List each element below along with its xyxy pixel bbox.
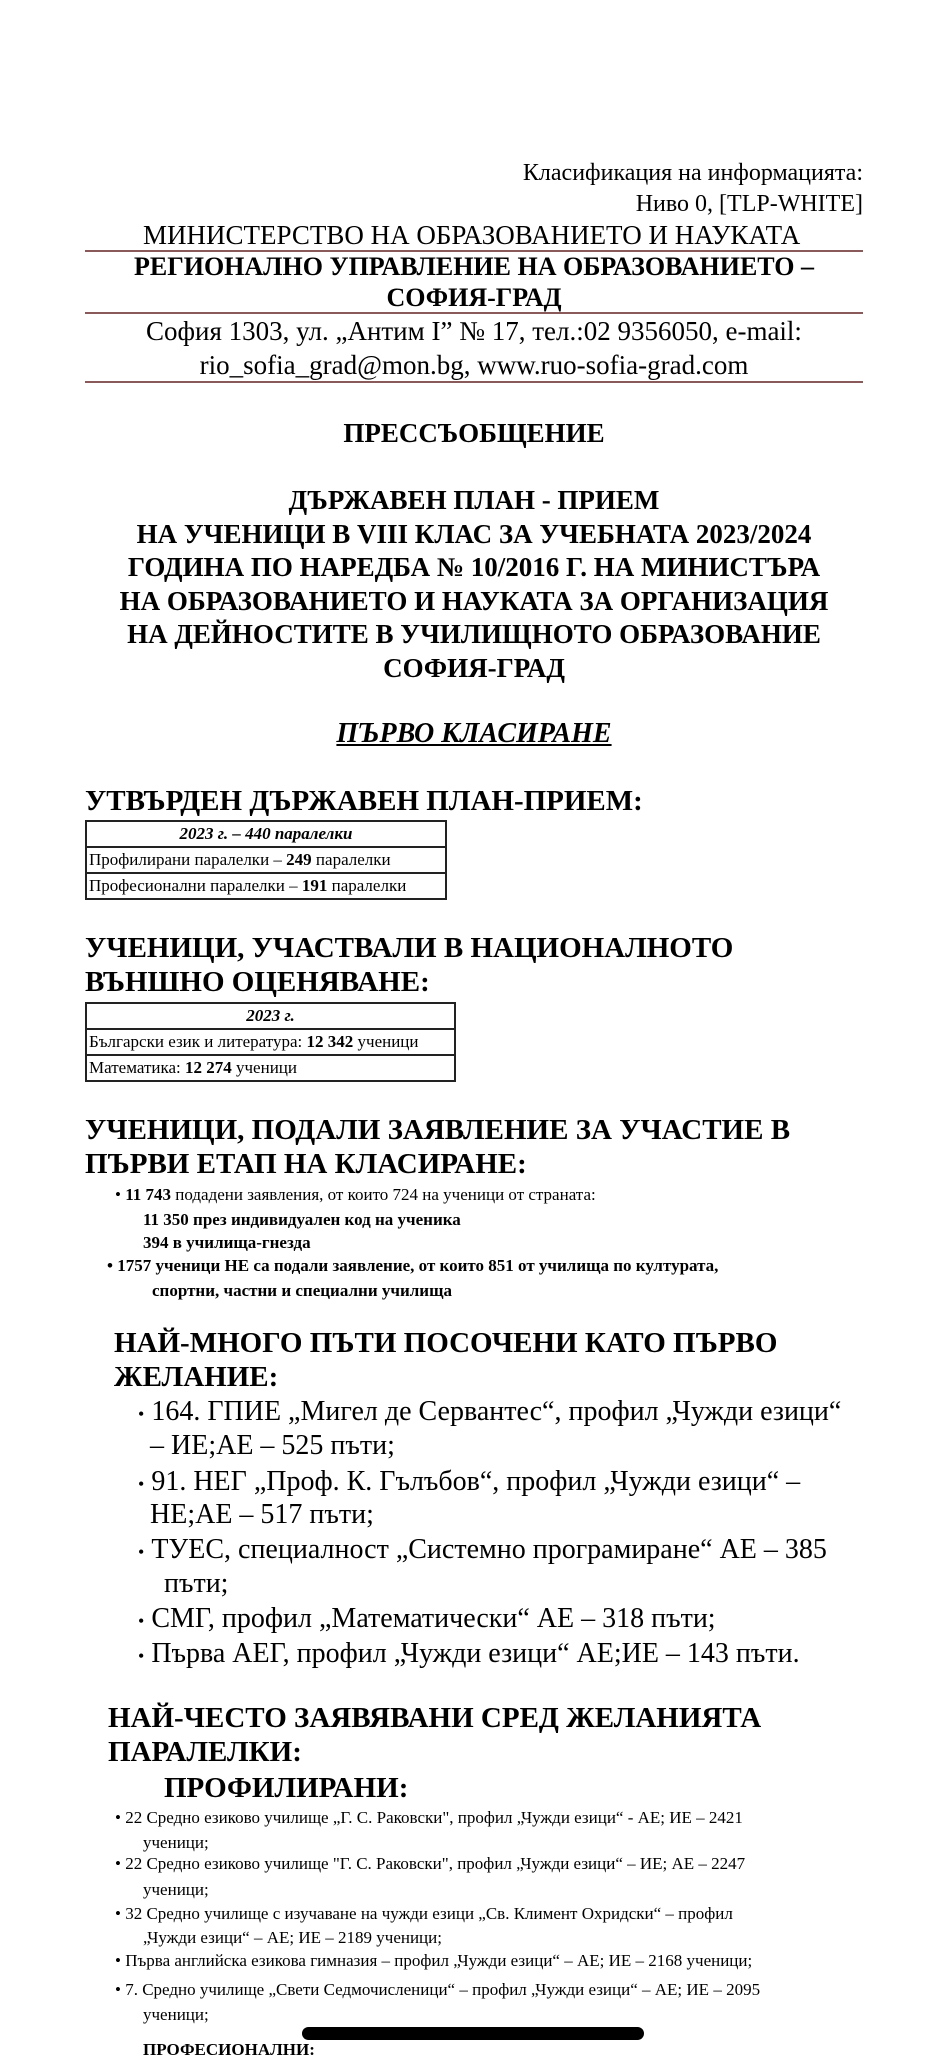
first-choice-heading: НАЙ-МНОГО ПЪТИ ПОСОЧЕНИ КАТО ПЪРВО <box>114 1327 778 1359</box>
plan-table-header: 2023 г. – 440 паралелки <box>86 821 446 847</box>
list-item: спортни, частни и специални училища <box>152 1281 452 1300</box>
professional-heading: ПРОФЕСИОНАЛНИ: <box>143 2040 315 2059</box>
divider <box>85 312 863 314</box>
address-line: София 1303, ул. „Антим I” № 17, тел.:02 9356050, e-mail: <box>146 316 802 346</box>
classification-level: Ниво 0, [TLP-WHITE] <box>635 191 863 217</box>
home-indicator[interactable] <box>302 2027 644 2040</box>
list-item-continued: НЕ;АЕ – 517 пъти; <box>150 1499 374 1530</box>
list-item: • 1757 ученици НЕ са подали заявление, от които 851 от училища по културата, <box>107 1256 719 1275</box>
regional-office-name: РЕГИОНАЛНО УПРАВЛЕНИЕ НА ОБРАЗОВАНИЕТО – <box>133 252 815 281</box>
list-item: • СМГ, профил „Математически“ АЕ – 318 пъти; <box>138 1603 716 1634</box>
divider <box>85 381 863 383</box>
list-item: • 91. НЕГ „Проф. К. Гълъбов“, профил „Чужди езици“ – <box>138 1466 801 1497</box>
ranking-subtitle: ПЪРВО КЛАСИРАНЕ <box>336 718 612 749</box>
most-applied-heading: ПАРАЛЕЛКИ: <box>108 1736 302 1768</box>
ministry-name: МИНИСТЕРСТВО НА ОБРАЗОВАНИЕТО И НАУКАТА <box>143 220 801 250</box>
list-item-continued: „Чужди езици“ – АЕ; ИЕ – 2189 ученици; <box>143 1928 442 1947</box>
table-row: Български език и литература: 12 342 ученици <box>86 1029 455 1055</box>
title-line: НА ДЕЙНОСТИТЕ В УЧИЛИЩНОТО ОБРАЗОВАНИЕ <box>127 619 821 649</box>
press-release-label: ПРЕССЪОБЩЕНИЕ <box>343 418 605 448</box>
title-line: СОФИЯ-ГРАД <box>383 652 565 683</box>
list-item-continued: пъти; <box>164 1568 229 1599</box>
title-line: НА ОБРАЗОВАНИЕТО И НАУКАТА ЗА ОРГАНИЗАЦИЯ <box>119 585 829 616</box>
table-row: Профилирани паралелки – 249 паралелки <box>86 847 446 873</box>
list-item: 11 350 през индивидуален код на ученика <box>143 1210 461 1229</box>
most-applied-heading: НАЙ-ЧЕСТО ЗАЯВЯВАНИ СРЕД ЖЕЛАНИЯТА <box>108 1702 762 1734</box>
list-item: • 32 Средно училище с изучаване на чужди езици „Св. Климент Охридски“ – профил <box>115 1904 733 1923</box>
list-item: • ТУЕС, специалност „Системно програмиране“ АЕ – 385 <box>138 1534 827 1565</box>
title-line: ГОДИНА ПО НАРЕДБА № 10/2016 Г. НА МИНИСТЪРА <box>127 552 821 582</box>
classification-label: Класификация на информацията: <box>522 160 863 186</box>
exam-heading: УЧЕНИЦИ, УЧАСТВАЛИ В НАЦИОНАЛНОТО <box>85 932 734 964</box>
table-row: Професионални паралелки – 191 паралелки <box>86 873 446 899</box>
title-line: НА УЧЕНИЦИ В VIII КЛАС ЗА УЧЕБНАТА 2023/2024 <box>136 518 812 549</box>
list-item-continued: ученици; <box>143 2005 209 2024</box>
plan-heading: УТВЪРДЕН ДЪРЖАВЕН ПЛАН-ПРИЕМ: <box>85 785 643 817</box>
list-item: • 164. ГПИЕ „Мигел де Сервантес“, профил „Чужди езици“ <box>138 1396 842 1427</box>
profiled-heading: ПРОФИЛИРАНИ: <box>164 1772 409 1804</box>
table-row: Математика: 12 274 ученици <box>86 1055 455 1081</box>
list-item: • Първа английска езикова гимназия – профил „Чужди езици“ – АЕ; ИЕ – 2168 ученици; <box>115 1951 753 1970</box>
applied-heading: УЧЕНИЦИ, ПОДАЛИ ЗАЯВЛЕНИЕ ЗА УЧАСТИЕ В <box>85 1114 791 1146</box>
plan-table <box>85 820 447 900</box>
exam-table <box>85 1002 456 1082</box>
list-item-continued: ученици; <box>143 1833 209 1852</box>
list-item: • 7. Средно училище „Свети Седмочисленици“ – профил „Чужди езици“ – АЕ; ИЕ – 2095 <box>115 1980 761 1999</box>
list-item-continued: – ИЕ;АЕ – 525 пъти; <box>150 1430 395 1461</box>
exam-table-header: 2023 г. <box>86 1003 455 1029</box>
regional-office-city: СОФИЯ-ГРАД <box>386 283 562 312</box>
document-title <box>85 484 863 685</box>
list-item: • 22 Средно езиково училище "Г. С. Раковски", профил „Чужди езици“ – ИЕ; АЕ – 2247 <box>115 1854 746 1873</box>
title-line: ДЪРЖАВЕН ПЛАН - ПРИЕМ <box>288 485 660 515</box>
first-choice-heading: ЖЕЛАНИЕ: <box>114 1361 279 1393</box>
list-item-continued: ученици; <box>143 1880 209 1899</box>
contact-line[interactable]: rio_sofia_grad@mon.bg, www.ruo-sofia-grad.com <box>199 350 749 380</box>
list-item: • 11 743 подадени заявления, от които 724 на ученици от страната: <box>115 1185 596 1204</box>
applied-heading: ПЪРВИ ЕТАП НА КЛАСИРАНЕ: <box>85 1148 527 1180</box>
list-item: • 22 Средно езиково училище „Г. С. Раковски", профил „Чужди езици“ - АЕ; ИЕ – 2421 <box>115 1808 743 1827</box>
list-item: 394 в училища-гнезда <box>143 1233 311 1252</box>
list-item: • Първа АЕГ, профил „Чужди езици“ АЕ;ИЕ – 143 пъти. <box>138 1638 800 1669</box>
exam-heading: ВЪНШНО ОЦЕНЯВАНЕ: <box>85 966 430 998</box>
